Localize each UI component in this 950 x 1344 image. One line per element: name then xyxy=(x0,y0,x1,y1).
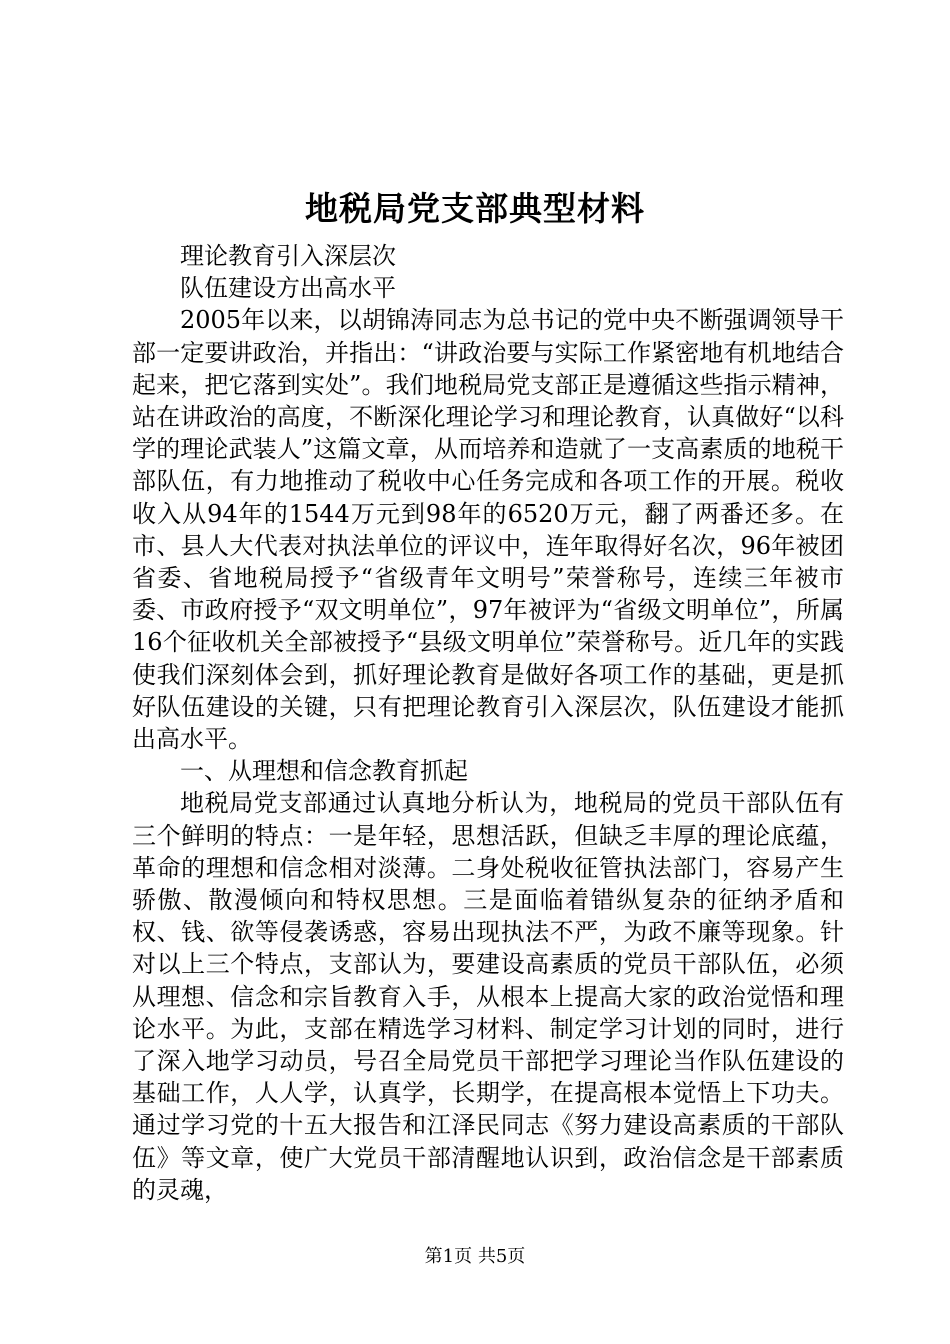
page-footer: 第1页 共5页 xyxy=(424,1246,526,1267)
paragraph-intro: 2005年以来，以胡锦涛同志为总书记的党中央不断强调领导干部一定要讲政治，并指出：“讲政治要与实际工作紧密地有机地结合起来，把它落到实处”。我们地税局党支部正是遵循这些指示精神，站在讲政治的高度，不断深化理论学习和理论教育，认真做好“以科学的理论武装人”这篇文章，从而培养和造就了一支高素质的地税干部队伍，有力地推动了税收中心任务完成和各项工作的开展。税收收入从94年的1544万元到98年的6520万元，翻了两番还多。在市、县人大代表对执法单位的评议中，连年取得好名次，96年被团省委、省地税局授予“省级青年文明号”荣誉称号，连续三年被市委、市政府授予“双文明单位”，97年被评为“省级文明单位”，所属16个征收机关全部被授予“县级文明单位”荣誉称号。近几年的实践使我们深刻体会到，抓好理论教育是做好各项工作的基础，更是抓好队伍建设的关键，只有把理论教育引入深层次，队伍建设才能抓出高水平。 xyxy=(132,306,844,754)
paragraph-section-1: 地税局党支部通过认真地分析认为，地税局的党员干部队伍有三个鲜明的特点：一是年轻，思想活跃，但缺乏丰厚的理论底蕴，革命的理想和信念相对淡薄。二身处税收征管执法部门，容易产生骄傲、散漫倾向和特权思想。三是面临着错纵复杂的征纳矛盾和权、钱、欲等侵袭诱惑，容易出现执法不严，为政不廉等现象。针对以上三个特点，支部认为，要建设高素质的党员干部队伍，必须从理想、信念和宗旨教育入手，从根本上提高大家的政治觉悟和理论水平。为此，支部在精选学习材料、制定学习计划的同时，进行了深入地学习动员，号召全局党员干部把学习理论当作队伍建设的基础工作，人人学，认真学，长期学，在提高根本觉悟上下功夫。通过学习党的十五大报告和江泽民同志《努力建设高素质的干部队伍》等文章，使广大党员干部清醒地认识到，政治信念是干部素质的灵魂， xyxy=(132,789,844,1204)
document-body xyxy=(132,210,844,1206)
document-title: 地税局党支部典型材料 xyxy=(305,189,645,228)
section-heading-1: 一、从理想和信念教育抓起 xyxy=(180,757,468,786)
subtitle-line-2: 队伍建设方出高水平 xyxy=(180,274,396,303)
subtitle-line-1: 理论教育引入深层次 xyxy=(180,242,396,270)
